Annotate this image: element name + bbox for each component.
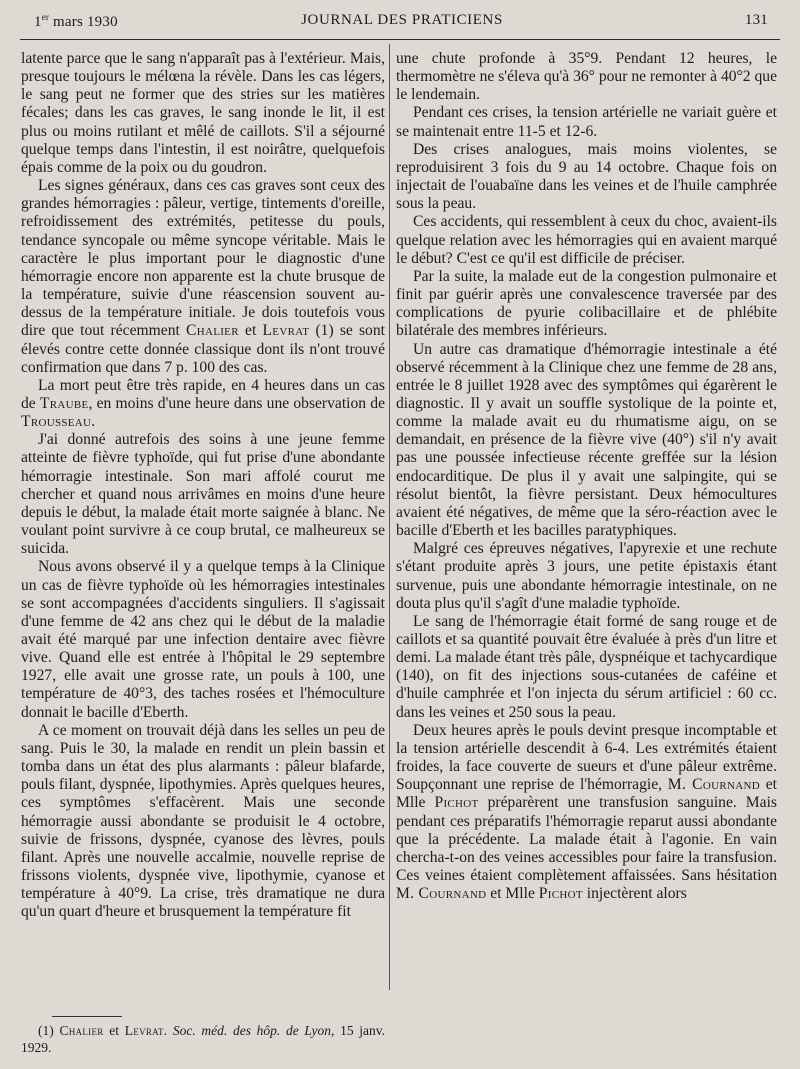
page-number: 131 (744, 12, 768, 28)
author-name: Chalier (186, 322, 239, 340)
paragraph: Des crises analogues, mais moins violentes, se reproduisirent 3 fois du 9 au 14 octobre. Chaque fois on injectait de l'ouabaïne dans les veines et de l'huile camphrée sous la peau. (396, 140, 777, 213)
person-name: Pichot (434, 794, 479, 812)
issue-date: 1er mars 1930 (34, 12, 118, 30)
footnote (21, 1022, 385, 1056)
author-name: Chalier (59, 1023, 104, 1038)
header-rule (20, 39, 780, 40)
journal-reference: Soc. méd. des hôp. de Lyon, (172, 1023, 335, 1038)
paragraph: Malgré ces épreuves négatives, l'apyrexie et une rechute s'étant produite après 3 jours, une petite épistaxis étant survenue, puis une abondante hémorragie intestinale, on ne douta plus qu'il s'agît d'une maladie typhoïde. (396, 540, 777, 612)
left-column (21, 50, 385, 922)
column-divider (389, 44, 390, 990)
paragraph: Un autre cas dramatique d'hémorragie intestinale a été observé récemment à la Clinique chez une femme de 28 ans, entrée le 8 juillet 1928 avec des symptômes qui égarèrent le diagnostic. Il y avait un souffle systolique de la pointe et, comme la malade avait eu du rhumatisme aigu, on se demandait, en présence de la fièvre vive (40°) s'il n'y avait pas une poussée infectieuse récente greffée sur la lésion endocarditique. De plus il y avait une salpingite, qui se résolut bientôt, la fièvre persistant. Deux hémocultures avaient été négatives, de même que la séro-réaction avec le bacille d'Eberth et les bacilles paratyphiques. (396, 340, 777, 540)
paragraph: A ce moment on trouvait déjà dans les selles un peu de sang. Puis le 30, la malade en rendit un plein bassin et tomba dans un état des plus alarmants : pâleur blafarde, pouls filant, dyspnée, lipothymies. Après quelques heures, ces symptômes s'effacèrent. Mais une seconde hémorragie aussi abondante se produisit le 4 octobre, suivie de frissons, dyspnée, cyanose des lèvres, pouls filant. Après une nouvelle accalmie, nouvelle reprise de frissons violents, dyspnée vive, lipothymie, cyanose et température à 40°9. La crise, très dramatique ne dura qu'un quart d'heure et brusquement la température fit (21, 721, 385, 921)
author-name: Levrat (262, 322, 310, 340)
paragraph: Deux heures après le pouls devint presque incomptable et la tension artérielle descendit à 6-4. Les extrémités étaient froides, la face couverte de sueurs et d'une pâleur extrême. Soupçonnant une reprise de l'hémorragie, M. Cournand et Mlle Pichot préparèrent une transfusion sanguine. Mais pendant ces préparatifs l'hémorragie reparut aussi abondante que la précédente. La malade était à l'agonie. En vain chercha-t-on des veines accessibles pour faire la transfusion. Ces veines étaient complètement affaissées. Sans hésitation M. Cournand et Mlle Pichot injectèrent alors (396, 721, 777, 903)
paragraph: Pendant ces crises, la tension artérielle ne variait guère et se maintenait entre 11-5 et 12-6. (396, 104, 777, 140)
paragraph: La mort peut être très rapide, en 4 heures dans un cas de Traube, en moins d'une heure dans une observation de Trousseau. (21, 376, 385, 431)
paragraph: Ces accidents, qui ressemblent à ceux du choc, avaient-ils quelque relation avec les hémorragies qui en avaient marqué le début? C'est ce qu'il est difficile de préciser. (396, 213, 777, 267)
paragraph: Par la suite, la malade eut de la congestion pulmonaire et finit par guérir après une convalescence traversée par des complications de pyurie colibacillaire et de phlébite bilatérale des membres inférieurs. (396, 267, 777, 340)
paragraph: latente parce que le sang n'apparaît pas à l'extérieur. Mais, presque toujours le mélœna la révèle. Dans les cas légers, le sang peut ne former que des stries sur les matières fécales; dans les cas graves, le sang inonde le lit, il est plus ou moins rutilant et mêlé de caillots. S'il a séjourné quelque temps dans l'intestin, il est noirâtre, quelquefois épais comme de la poix ou du goudron. (21, 50, 385, 176)
author-name: Trousseau (21, 413, 92, 431)
paragraph: Le sang de l'hémorragie était formé de sang rouge et de caillots et sa quantité pouvait être évaluée à près d'un litre et demi. La malade étant très pâle, dyspnéique et tachycardique (140), on fit des injections sous-cutanées de caféine et d'huile camphrée et l'on injecta du sérum artificiel : 60 cc. dans les veines et 250 sous la peau. (396, 612, 777, 721)
person-name: Pichot (538, 885, 583, 903)
person-name: M. Cournand (396, 885, 487, 903)
journal-title: JOURNAL DES PRATICIENS (301, 12, 503, 28)
author-name: Levrat (124, 1023, 164, 1038)
paragraph: J'ai donné autrefois des soins à une jeune femme atteinte de fièvre typhoïde, qui fut prise d'une abondante hémorragie intestinale. Son mari affolé courut me chercher et quand nous arrivâmes en moins d'une heure depuis le début, la malade était morte saignée à blanc. Ne voulant point survivre à ce coup brutal, ce malheureux se suicida. (21, 431, 385, 558)
paragraph: Les signes généraux, dans ces cas graves sont ceux des grandes hémorragies : pâleur, vertige, tintements d'oreille, refroidissement des extrémités, petitesse du pouls, tendance syncopale ou même syncope véritable. Mais le caractère le plus important pour le diagnostic d'une hémorragie encore non apparente est la chute brusque de la température, suivie d'une réascension souvent au-dessus de la température initiale. Je dois toutefois vous dire que tout récemment Chalier et Levrat (1) se sont élevés contre cette donnée classique dont ils n'ont trouvé confirmation que dans 7 p. 100 des cas. (21, 177, 385, 376)
page-header (34, 12, 770, 36)
author-name: Traube (39, 394, 89, 412)
right-column (396, 50, 777, 903)
person-name: M. Cournand (667, 776, 760, 794)
footnote-rule (52, 1016, 122, 1017)
paragraph: une chute profonde à 35°9. Pendant 12 heures, le thermomètre ne s'éleva qu'à 36° pour ne remonter à 40°2 que le lendemain. (396, 50, 777, 104)
paragraph: Nous avons observé il y a quelque temps à la Clinique un cas de fièvre typhoïde où les hémorragies intestinales se sont accompagnées d'accidents singuliers. Il s'agissait d'une femme de 42 ans chez qui le début de la maladie avait été marqué par une infection dentaire avec fièvre vive. Quand elle est entrée à l'hôpital le 29 septembre 1927, elle avait une grosse rate, un pouls à 100, une température de 40°3, des taches rosées et l'hémoculture donnait le bacille d'Eberth. (21, 558, 385, 721)
footnote-text: (1) Chalier et Levrat. Soc. méd. des hôp. de Lyon, 15 janv. 1929. (21, 1023, 386, 1055)
